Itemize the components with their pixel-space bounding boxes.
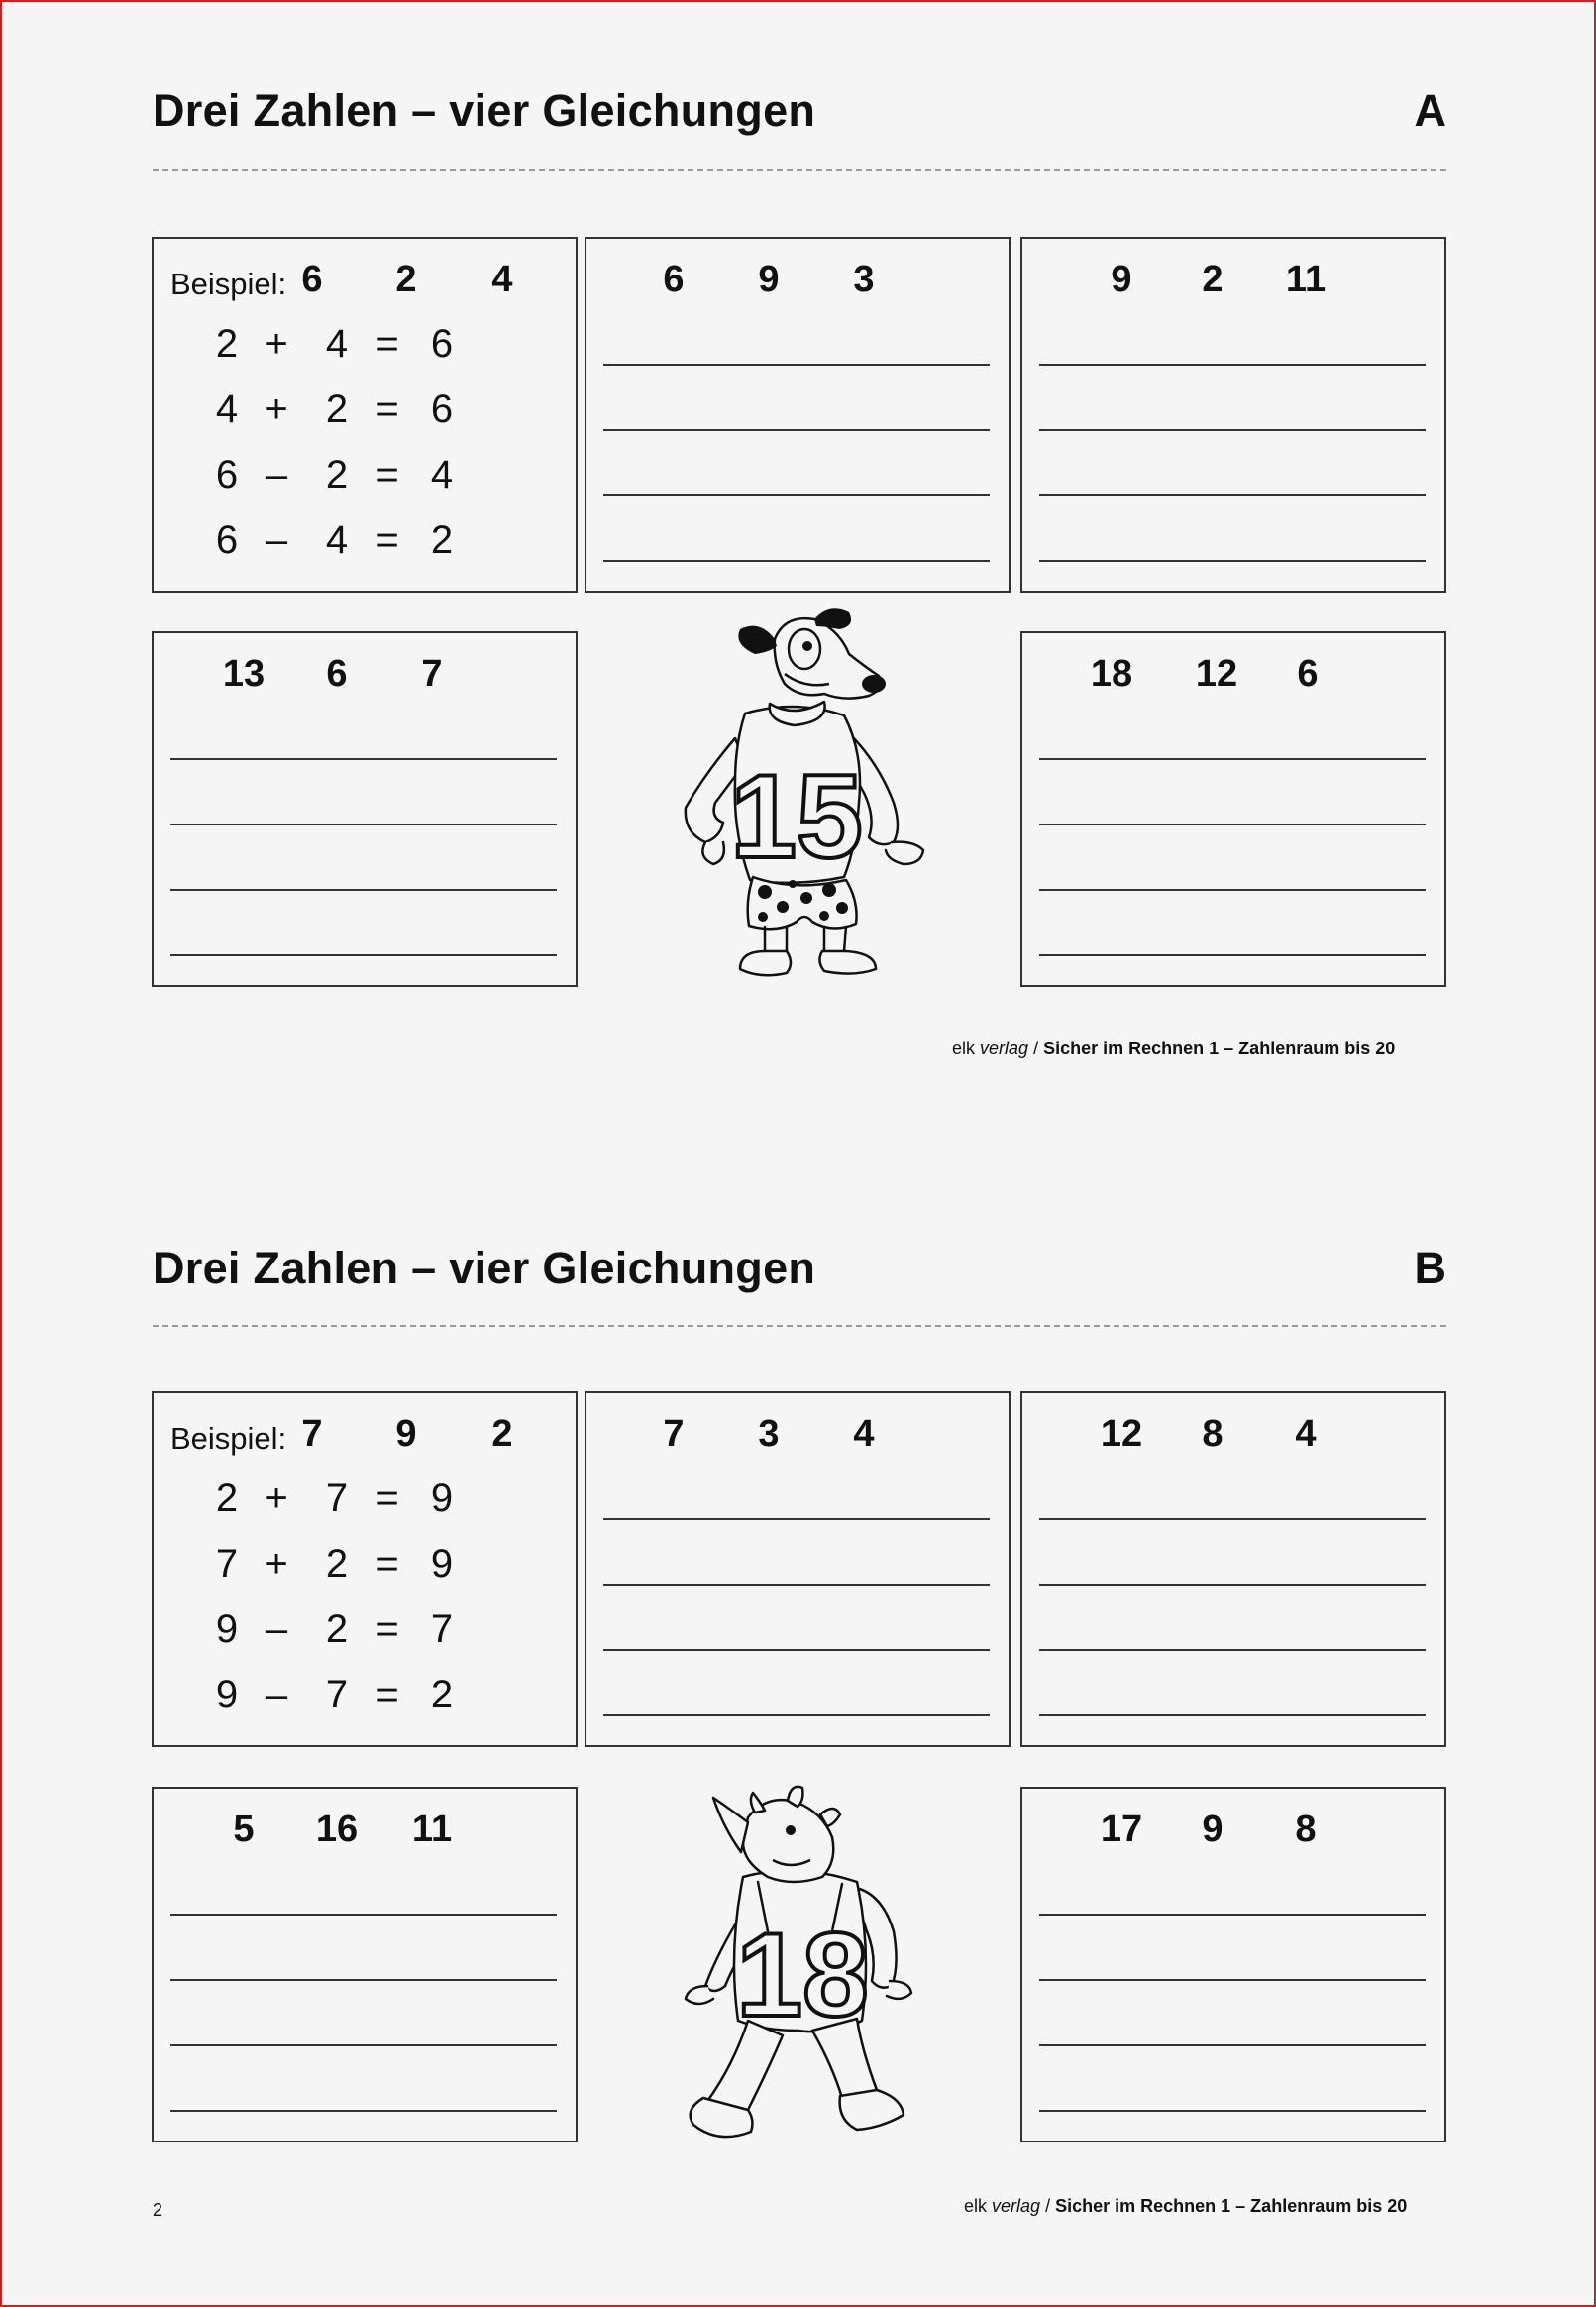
answer-line[interactable] [603, 1584, 990, 1586]
task-number: 4 [853, 1413, 875, 1455]
answer-line[interactable] [170, 824, 557, 825]
answer-line[interactable] [603, 1518, 990, 1520]
answer-line[interactable] [1039, 1914, 1426, 1916]
task-number: 8 [1202, 1413, 1224, 1455]
dog-illustration [666, 604, 943, 986]
answer-line[interactable] [603, 494, 990, 496]
task-box [585, 237, 1011, 593]
task-box [1020, 1391, 1446, 1747]
answer-line[interactable] [1039, 1584, 1426, 1586]
task-number: 12 [1100, 1413, 1143, 1455]
example-label: Beispiel: [170, 267, 287, 301]
example-number: 7 [301, 1413, 323, 1455]
task-number: 17 [1100, 1809, 1143, 1850]
task-number: 3 [853, 259, 875, 300]
example-number: 6 [301, 259, 323, 300]
task-number: 7 [663, 1413, 685, 1455]
task-number: 11 [1285, 259, 1327, 300]
example-number: 2 [491, 1413, 513, 1455]
worksheet-b [0, 1154, 1596, 2307]
dashed-divider [153, 169, 1446, 171]
answer-line[interactable] [1039, 494, 1426, 496]
task-number: 9 [1111, 259, 1132, 300]
example-number: 2 [395, 259, 417, 300]
answer-line[interactable] [170, 2110, 557, 2112]
task-number: 7 [421, 653, 443, 695]
sheet-letter: B [1414, 1243, 1446, 1293]
answer-line[interactable] [170, 758, 557, 760]
task-number: 4 [1295, 1413, 1317, 1455]
answer-line[interactable] [1039, 2044, 1426, 2046]
task-number: 3 [758, 1413, 780, 1455]
task-box [152, 631, 578, 987]
task-number: 16 [315, 1809, 359, 1850]
example-box: Beispiel: 7 9 2 2 + 7 = 9 7 + 2 = 9 9 – 2 = 7 9 – 7 = 2 [152, 1391, 578, 1747]
sheet-title: Drei Zahlen – vier Gleichungen [153, 1243, 816, 1293]
answer-line[interactable] [1039, 824, 1426, 825]
task-box [1020, 1787, 1446, 2142]
answer-line[interactable] [603, 429, 990, 431]
example-box: Beispiel: 6 2 4 2 + 4 = 6 4 + 2 = 6 6 – 2 = 4 6 – 4 = 2 [152, 237, 578, 593]
sheet-letter: A [1414, 85, 1446, 136]
answer-line[interactable] [1039, 364, 1426, 366]
shirt-number: 15 [730, 750, 863, 883]
shirt-number: 18 [736, 1909, 869, 2041]
task-number: 6 [663, 259, 685, 300]
answer-line[interactable] [1039, 889, 1426, 891]
task-number: 11 [411, 1809, 453, 1850]
answer-line[interactable] [1039, 2110, 1426, 2112]
sheet-title: Drei Zahlen – vier Gleichungen [153, 85, 816, 136]
task-box [1020, 237, 1446, 593]
answer-line[interactable] [170, 2044, 557, 2046]
task-number: 8 [1295, 1809, 1317, 1850]
footer-credit: elk verlag / Sicher im Rechnen 1 – Zahlenraum bis 20 [964, 2196, 1408, 2216]
task-number: 6 [1297, 653, 1319, 695]
answer-line[interactable] [1039, 758, 1426, 760]
answer-line[interactable] [1039, 1714, 1426, 1716]
task-number: 9 [758, 259, 780, 300]
answer-line[interactable] [170, 954, 557, 956]
answer-line[interactable] [170, 1979, 557, 1981]
answer-line[interactable] [1039, 429, 1426, 431]
task-number: 6 [326, 653, 348, 695]
answer-line[interactable] [170, 1914, 557, 1916]
answer-line[interactable] [1039, 560, 1426, 562]
task-number: 2 [1202, 259, 1224, 300]
example-number: 9 [395, 1413, 417, 1455]
task-box [585, 1391, 1011, 1747]
task-box [152, 1787, 578, 2142]
example-number: 4 [491, 259, 513, 300]
answer-line[interactable] [1039, 954, 1426, 956]
footer-credit: elk verlag / Sicher im Rechnen 1 – Zahlenraum bis 20 [952, 1039, 1396, 1058]
task-number: 9 [1202, 1809, 1224, 1850]
answer-line[interactable] [1039, 1979, 1426, 1981]
answer-line[interactable] [603, 560, 990, 562]
task-box [1020, 631, 1446, 987]
answer-line[interactable] [603, 1714, 990, 1716]
answer-line[interactable] [1039, 1649, 1426, 1651]
task-number: 5 [233, 1809, 255, 1850]
answer-line[interactable] [603, 364, 990, 366]
answer-line[interactable] [1039, 1518, 1426, 1520]
answer-line[interactable] [603, 1649, 990, 1651]
page-number: 2 [153, 2200, 163, 2220]
example-label: Beispiel: [170, 1421, 287, 1456]
task-number: 12 [1195, 653, 1238, 695]
dashed-divider [153, 1325, 1446, 1327]
task-number: 18 [1090, 653, 1133, 695]
answer-line[interactable] [170, 889, 557, 891]
task-number: 13 [222, 653, 266, 695]
rhino-illustration [674, 1783, 931, 2154]
